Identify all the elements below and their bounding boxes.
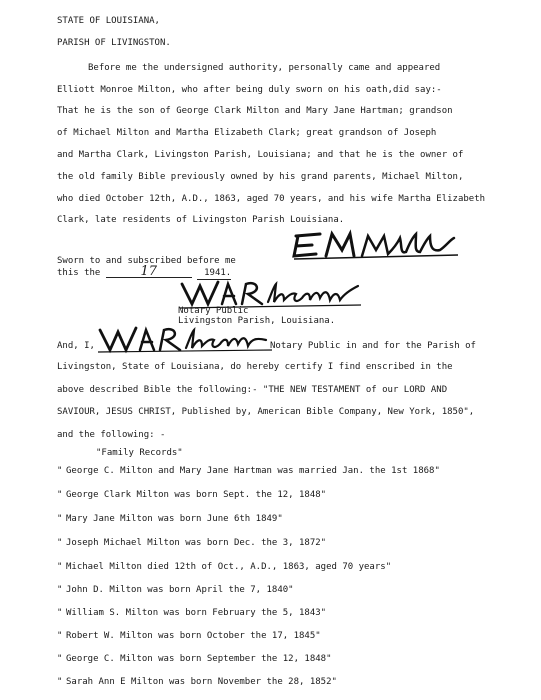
family-record: Joseph Michael Milton was born Dec. the 3, 1872" <box>66 538 327 548</box>
record-quote: " <box>57 514 63 524</box>
affidavit-line: the old family Bible previously owned by his grand parents, Michael Milton, <box>57 172 464 182</box>
affidavit-line: Elliott Monroe Milton, who after being duly sworn on his oath,did say:- <box>57 85 442 95</box>
record-quote: " <box>57 654 63 664</box>
family-records-heading: "Family Records" <box>96 448 183 458</box>
record-quote: " <box>57 562 63 572</box>
family-record: John D. Milton was born April the 7, 1840" <box>66 585 294 595</box>
certification-line: above described Bible the following:- "THE NEW TESTAMENT of our LORD AND <box>57 385 448 395</box>
affidavit-line: who died October 12th, A.D., 1863, aged 70 years, and his wife Martha Elizabeth <box>57 194 486 204</box>
jurat-day: 17 <box>106 266 192 278</box>
family-record: Robert W. Milton was born October the 17, 1845" <box>66 631 321 641</box>
jurat-prefix: this the <box>57 268 101 278</box>
affiant-signature <box>290 228 460 262</box>
affidavit-line: and Martha Clark, Livingston Parish, Louisiana; and that he is the owner of <box>57 150 464 160</box>
affidavit-line: That he is the son of George Clark Milton and Mary Jane Hartman; grandson <box>57 106 453 116</box>
state-heading: STATE OF LOUISIANA, <box>57 16 160 26</box>
certification-line: and the following: - <box>57 430 166 440</box>
affidavit-line: of Michael Milton and Martha Elizabeth Clark; great grandson of Joseph <box>57 128 437 138</box>
record-quote: " <box>57 585 63 595</box>
record-quote: " <box>57 677 63 687</box>
certification-signature <box>96 324 276 354</box>
affidavit-line: Before me the undersigned authority, personally came and appeared <box>88 63 441 73</box>
record-quote: " <box>57 631 63 641</box>
jurat-line-1: Sworn to and subscribed before me <box>57 256 236 266</box>
affidavit-line: Clark, late residents of Livingston Parish Louisiana. <box>57 215 345 225</box>
record-quote: " <box>57 608 63 618</box>
record-quote: " <box>57 466 63 476</box>
jurat-year: 1941. <box>197 268 231 280</box>
certification-line: Livingston, State of Louisiana, do hereby certify I find enscribed in the <box>57 362 453 372</box>
family-record: George C. Milton and Mary Jane Hartman was married Jan. the 1st 1868" <box>66 466 440 476</box>
notary-title: Notary Public <box>178 306 249 316</box>
family-record: George C. Milton was born September the 12, 1848" <box>66 654 332 664</box>
family-record: George Clark Milton was born Sept. the 12, 1848" <box>66 490 327 500</box>
record-quote: " <box>57 538 63 548</box>
family-record: Sarah Ann E Milton was born November the 28, 1852" <box>66 677 337 687</box>
family-record: William S. Milton was born February the 5, 1843" <box>66 608 327 618</box>
certification-prefix: And, I, <box>57 341 95 351</box>
record-quote: " <box>57 490 63 500</box>
certification-suffix: Notary Public in and for the Parish of <box>270 341 476 351</box>
certification-line: SAVIOUR, JESUS CHRIST, Published by, American Bible Company, New York, 1850", <box>57 407 475 417</box>
family-record: Michael Milton died 12th of Oct., A.D., 1863, aged 70 years" <box>66 562 392 572</box>
family-record: Mary Jane Milton was born June 6th 1849" <box>66 514 283 524</box>
notary-parish: Livingston Parish, Louisiana. <box>178 316 336 326</box>
parish-heading: PARISH OF LIVINGSTON. <box>57 38 171 48</box>
